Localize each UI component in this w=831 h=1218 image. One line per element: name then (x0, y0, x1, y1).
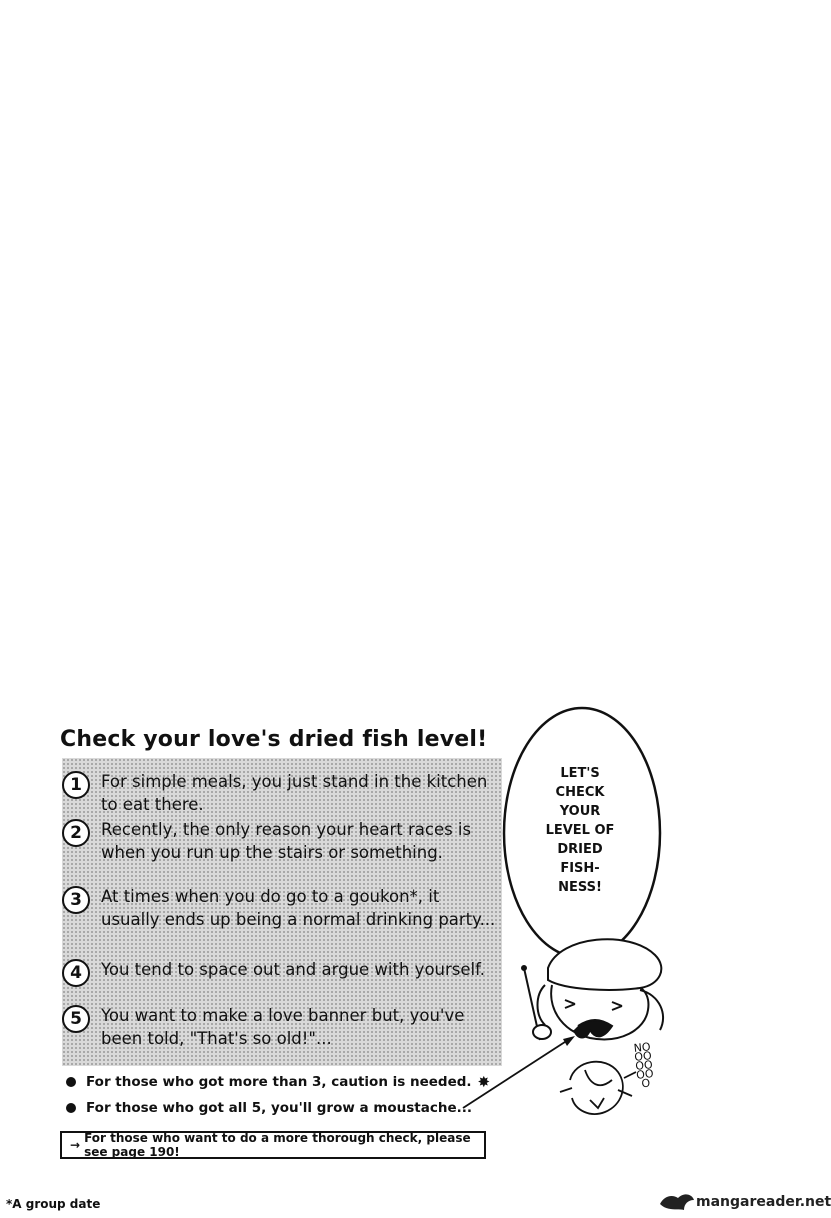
number-badge: 3 (62, 886, 90, 914)
footnote: *A group date (6, 1197, 101, 1211)
sound-effect-text: NOOOOOOOO (633, 1040, 655, 1091)
result-text: For those who got more than 3, caution is needed. (86, 1074, 472, 1090)
checklist-item-text: At times when you do go to a goukon*, it usually ends up being a normal drinking party... (101, 887, 496, 929)
speech-bubble-text (520, 764, 640, 897)
bubble-line: DRIED (557, 842, 603, 857)
pointer-arrowhead-icon (563, 1036, 575, 1046)
character-drawing (522, 939, 663, 1040)
checklist-item-text: You tend to space out and argue with yourself. (101, 960, 485, 979)
checklist-item-text: You want to make a love banner but, you've been told, "That's so old!"... (101, 1006, 465, 1048)
section-title: Check your love's dried fish level! (60, 727, 488, 752)
small-character-drawing (560, 1062, 636, 1114)
pointer-line (463, 1040, 568, 1108)
checklist-item-text: For simple meals, you just stand in the kitchen to eat there. (101, 772, 488, 814)
result-text: For those who got all 5, you'll grow a moustache... (86, 1100, 473, 1116)
star-mark-icon: ✸ (477, 1073, 491, 1091)
thorough-check-text: For those who want to do a more thorough check, please see page 190! (84, 1131, 471, 1159)
arrow-right-icon: → (70, 1138, 81, 1152)
bubble-line: FISH- (560, 861, 600, 876)
watermark-text: mangareader.net (696, 1194, 831, 1210)
bubble-line: LET'S (560, 766, 600, 781)
bubble-line: NESS! (558, 880, 602, 895)
bubble-line: CHECK (555, 785, 605, 800)
bubble-line: LEVEL OF (545, 823, 615, 838)
checklist-item-text: Recently, the only reason your heart races is when you run up the stairs or something. (101, 820, 472, 862)
watermark (650, 1194, 831, 1210)
number-badge: 1 (62, 771, 90, 799)
bubble-line: YOUR (559, 804, 601, 819)
number-badge: 4 (62, 959, 90, 987)
number-badge: 5 (62, 1005, 90, 1033)
number-badge: 2 (62, 819, 90, 847)
